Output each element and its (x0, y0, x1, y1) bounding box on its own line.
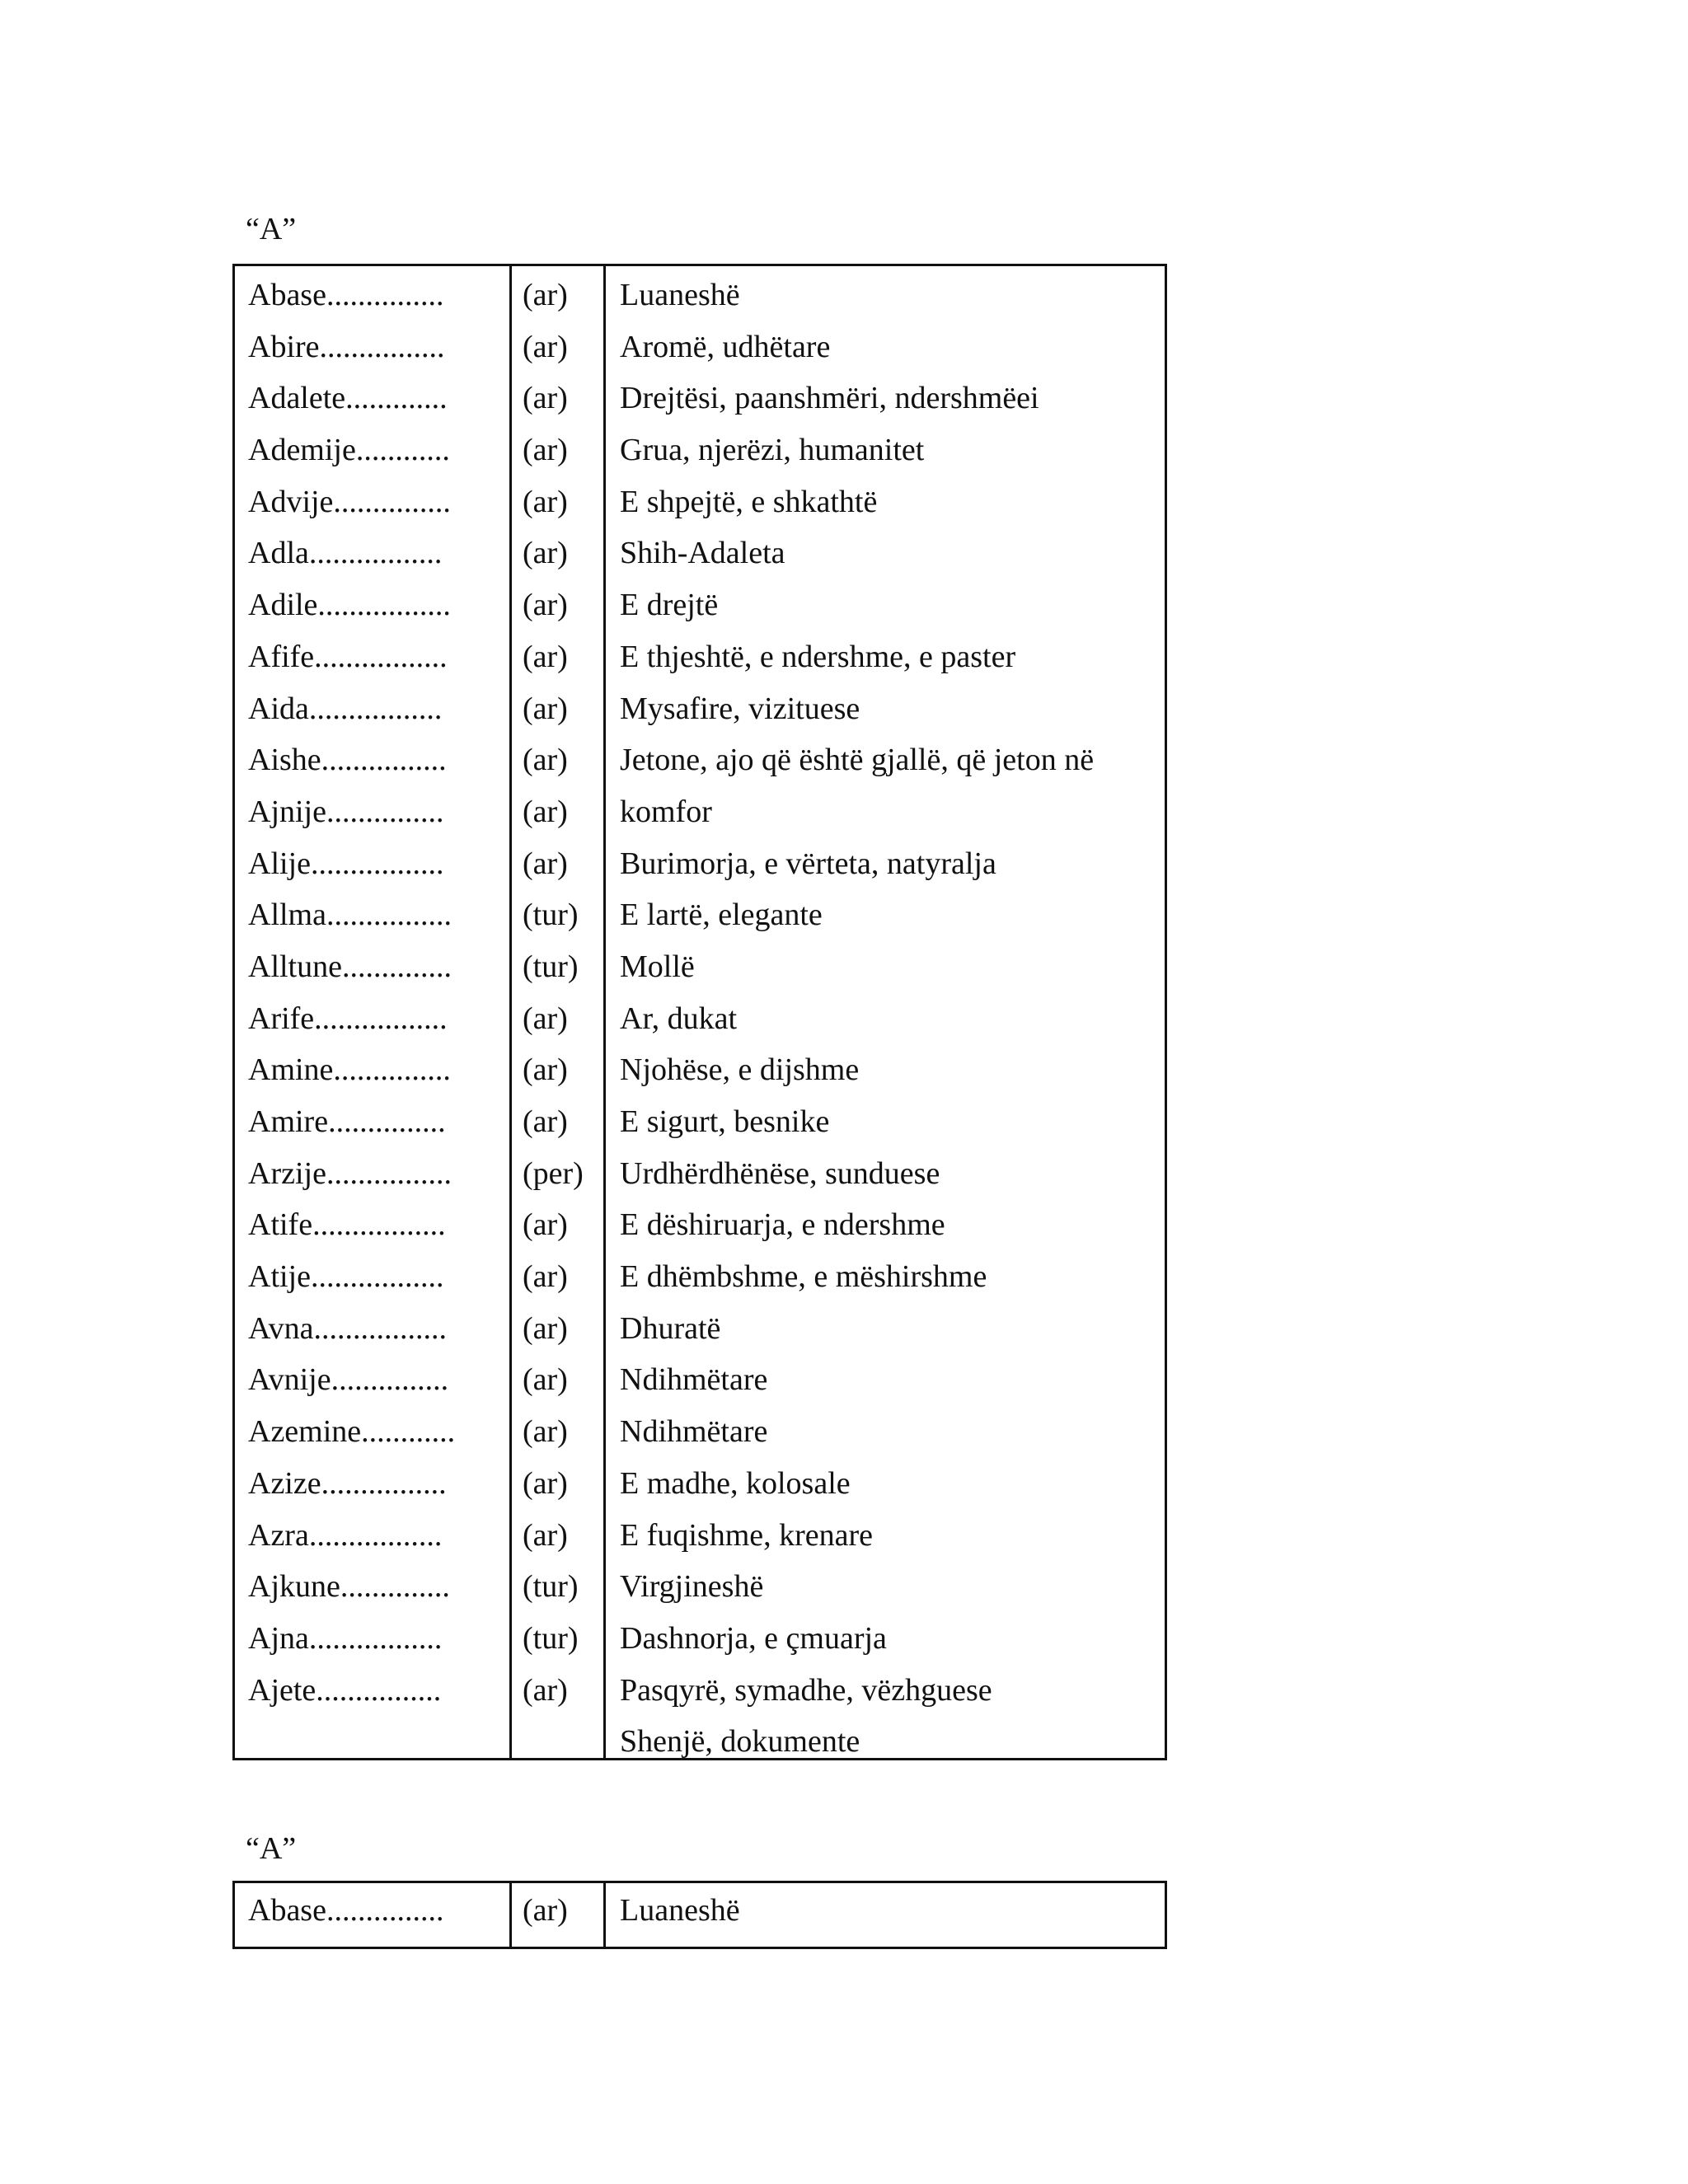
name-cell: Allma................ (248, 898, 452, 933)
name-cell: Abase............... (248, 278, 444, 312)
origin-cell: (ar) (523, 381, 568, 416)
origin-cell: (ar) (523, 433, 568, 468)
name-cell: Atije................. (248, 1259, 444, 1295)
name-cell (248, 1722, 455, 1774)
origin-cell: (ar) (523, 278, 568, 312)
name-cell: Aida................. (248, 691, 443, 726)
meaning-cell: Mollë (620, 949, 695, 984)
meaning-cell: E fuqishme, krenare (620, 1517, 874, 1553)
origin-cell: (tur) (523, 949, 579, 984)
name-cell: Arzije................ (248, 1155, 452, 1191)
origin-cell: (tur) (523, 1569, 579, 1605)
origin-cell: (ar) (523, 1259, 568, 1295)
meaning-cell: Shih-Adaleta (620, 536, 785, 571)
origin-cell: (ar) (523, 588, 568, 623)
name-column (248, 1891, 443, 1943)
name-cell: Alije................. (248, 846, 444, 881)
meaning-cell: Virgjineshë (620, 1569, 764, 1605)
name-cell: Ajna................. (248, 1620, 443, 1656)
meaning-cell: Mysafire, vizituese (620, 691, 860, 726)
meaning-cell: E lartë, elegante (620, 898, 823, 933)
name-cell: Azra................. (248, 1517, 443, 1553)
name-cell: Ajete................ (248, 1672, 442, 1708)
name-cell: Afife................. (248, 639, 448, 674)
name-cell: Alltune.............. (248, 949, 452, 984)
meaning-cell: Luaneshë (620, 1893, 740, 1928)
origin-cell: (ar) (523, 1465, 568, 1501)
origin-cell: (ar) (523, 1414, 568, 1450)
name-cell: Avnije............... (248, 1362, 449, 1398)
meaning-cell: E shpejtë, e shkathtë (620, 484, 878, 519)
meaning-column (620, 1891, 1147, 1943)
meaning-cell: E dhëmbshme, e mëshirshme (620, 1259, 987, 1295)
name-cell: Advije............... (248, 484, 451, 519)
meaning-cell: Shenjë, dokumente (620, 1724, 860, 1760)
section-heading: “A” (246, 212, 297, 246)
meaning-cell: Aromë, udhëtare (620, 329, 831, 364)
meaning-cell: Luaneshë (620, 278, 740, 312)
name-cell: Azize................ (248, 1465, 447, 1501)
meaning-cell: E dëshiruarja, e ndershme (620, 1207, 945, 1243)
meaning-cell: Ndihmëtare (620, 1414, 768, 1450)
name-cell: Adalete............. (248, 381, 448, 416)
names-table (232, 1881, 1167, 1949)
origin-cell (523, 1722, 584, 1774)
origin-cell: (ar) (523, 1207, 568, 1243)
origin-cell: (ar) (523, 794, 568, 829)
meaning-cell: Ndihmëtare (620, 1362, 768, 1398)
meaning-cell: Dashnorja, e çmuarja (620, 1620, 887, 1656)
name-cell: Ajnije............... (248, 794, 444, 829)
names-table (232, 264, 1167, 1760)
origin-cell: (ar) (523, 1052, 568, 1088)
column-divider (509, 1883, 512, 1947)
origin-cell: (tur) (523, 898, 579, 933)
name-cell: Ajkune.............. (248, 1569, 450, 1605)
origin-cell: (ar) (523, 1104, 568, 1139)
meaning-cell: komfor (620, 794, 712, 829)
name-cell: Adile................. (248, 588, 451, 623)
name-cell: Aishe................ (248, 743, 447, 778)
meaning-cell: E thjeshtë, e ndershme, e paster (620, 639, 1016, 674)
name-cell: Amire............... (248, 1104, 446, 1139)
meaning-cell: Drejtësi, paanshmëri, ndershmëei (620, 381, 1039, 416)
meaning-cell: Urdhërdhënëse, sunduese (620, 1155, 940, 1191)
name-cell: Abire................ (248, 329, 445, 364)
name-cell: Abase............... (248, 1893, 444, 1928)
name-cell: Azemine............ (248, 1414, 456, 1450)
meaning-cell: E sigurt, besnike (620, 1104, 830, 1139)
origin-cell: (ar) (523, 1893, 568, 1928)
meaning-cell: Dhuratë (620, 1310, 721, 1346)
meaning-cell: Jetone, ajo që është gjallë, që jeton në (620, 743, 1095, 778)
name-cell: Avna................. (248, 1310, 447, 1346)
origin-cell: (ar) (523, 1517, 568, 1553)
origin-column (523, 1891, 568, 1943)
origin-cell: (ar) (523, 691, 568, 726)
name-cell: Ademije............ (248, 433, 450, 468)
meaning-cell: Grua, njerëzi, humanitet (620, 433, 925, 468)
meaning-cell: E drejtë (620, 588, 719, 623)
origin-cell: (ar) (523, 536, 568, 571)
origin-cell: (ar) (523, 639, 568, 674)
origin-cell: (per) (523, 1155, 584, 1191)
name-cell: Adla................. (248, 536, 443, 571)
origin-cell: (ar) (523, 1001, 568, 1036)
column-divider (509, 266, 512, 1758)
name-cell: Arife................. (248, 1001, 448, 1036)
meaning-cell: Pasqyrë, symadhe, vëzhguese (620, 1672, 992, 1708)
origin-column (523, 276, 584, 1774)
meaning-cell: Burimorja, e vërteta, natyralja (620, 846, 996, 881)
origin-cell: (ar) (523, 743, 568, 778)
meaning-cell: Ar, dukat (620, 1001, 737, 1036)
meaning-cell: Njohëse, e dijshme (620, 1052, 860, 1088)
section-heading: “A” (246, 1831, 297, 1866)
meaning-column (620, 276, 1147, 1774)
meaning-cell: E madhe, kolosale (620, 1465, 851, 1501)
column-divider (603, 1883, 606, 1947)
name-cell: Amine............... (248, 1052, 451, 1088)
origin-cell: (ar) (523, 1310, 568, 1346)
name-column (248, 276, 455, 1774)
name-cell: Atife................. (248, 1207, 446, 1243)
origin-cell: (tur) (523, 1620, 579, 1656)
origin-cell: (ar) (523, 1362, 568, 1398)
origin-cell: (ar) (523, 329, 568, 364)
origin-cell: (ar) (523, 484, 568, 519)
origin-cell: (ar) (523, 1672, 568, 1708)
column-divider (603, 266, 606, 1758)
origin-cell: (ar) (523, 846, 568, 881)
